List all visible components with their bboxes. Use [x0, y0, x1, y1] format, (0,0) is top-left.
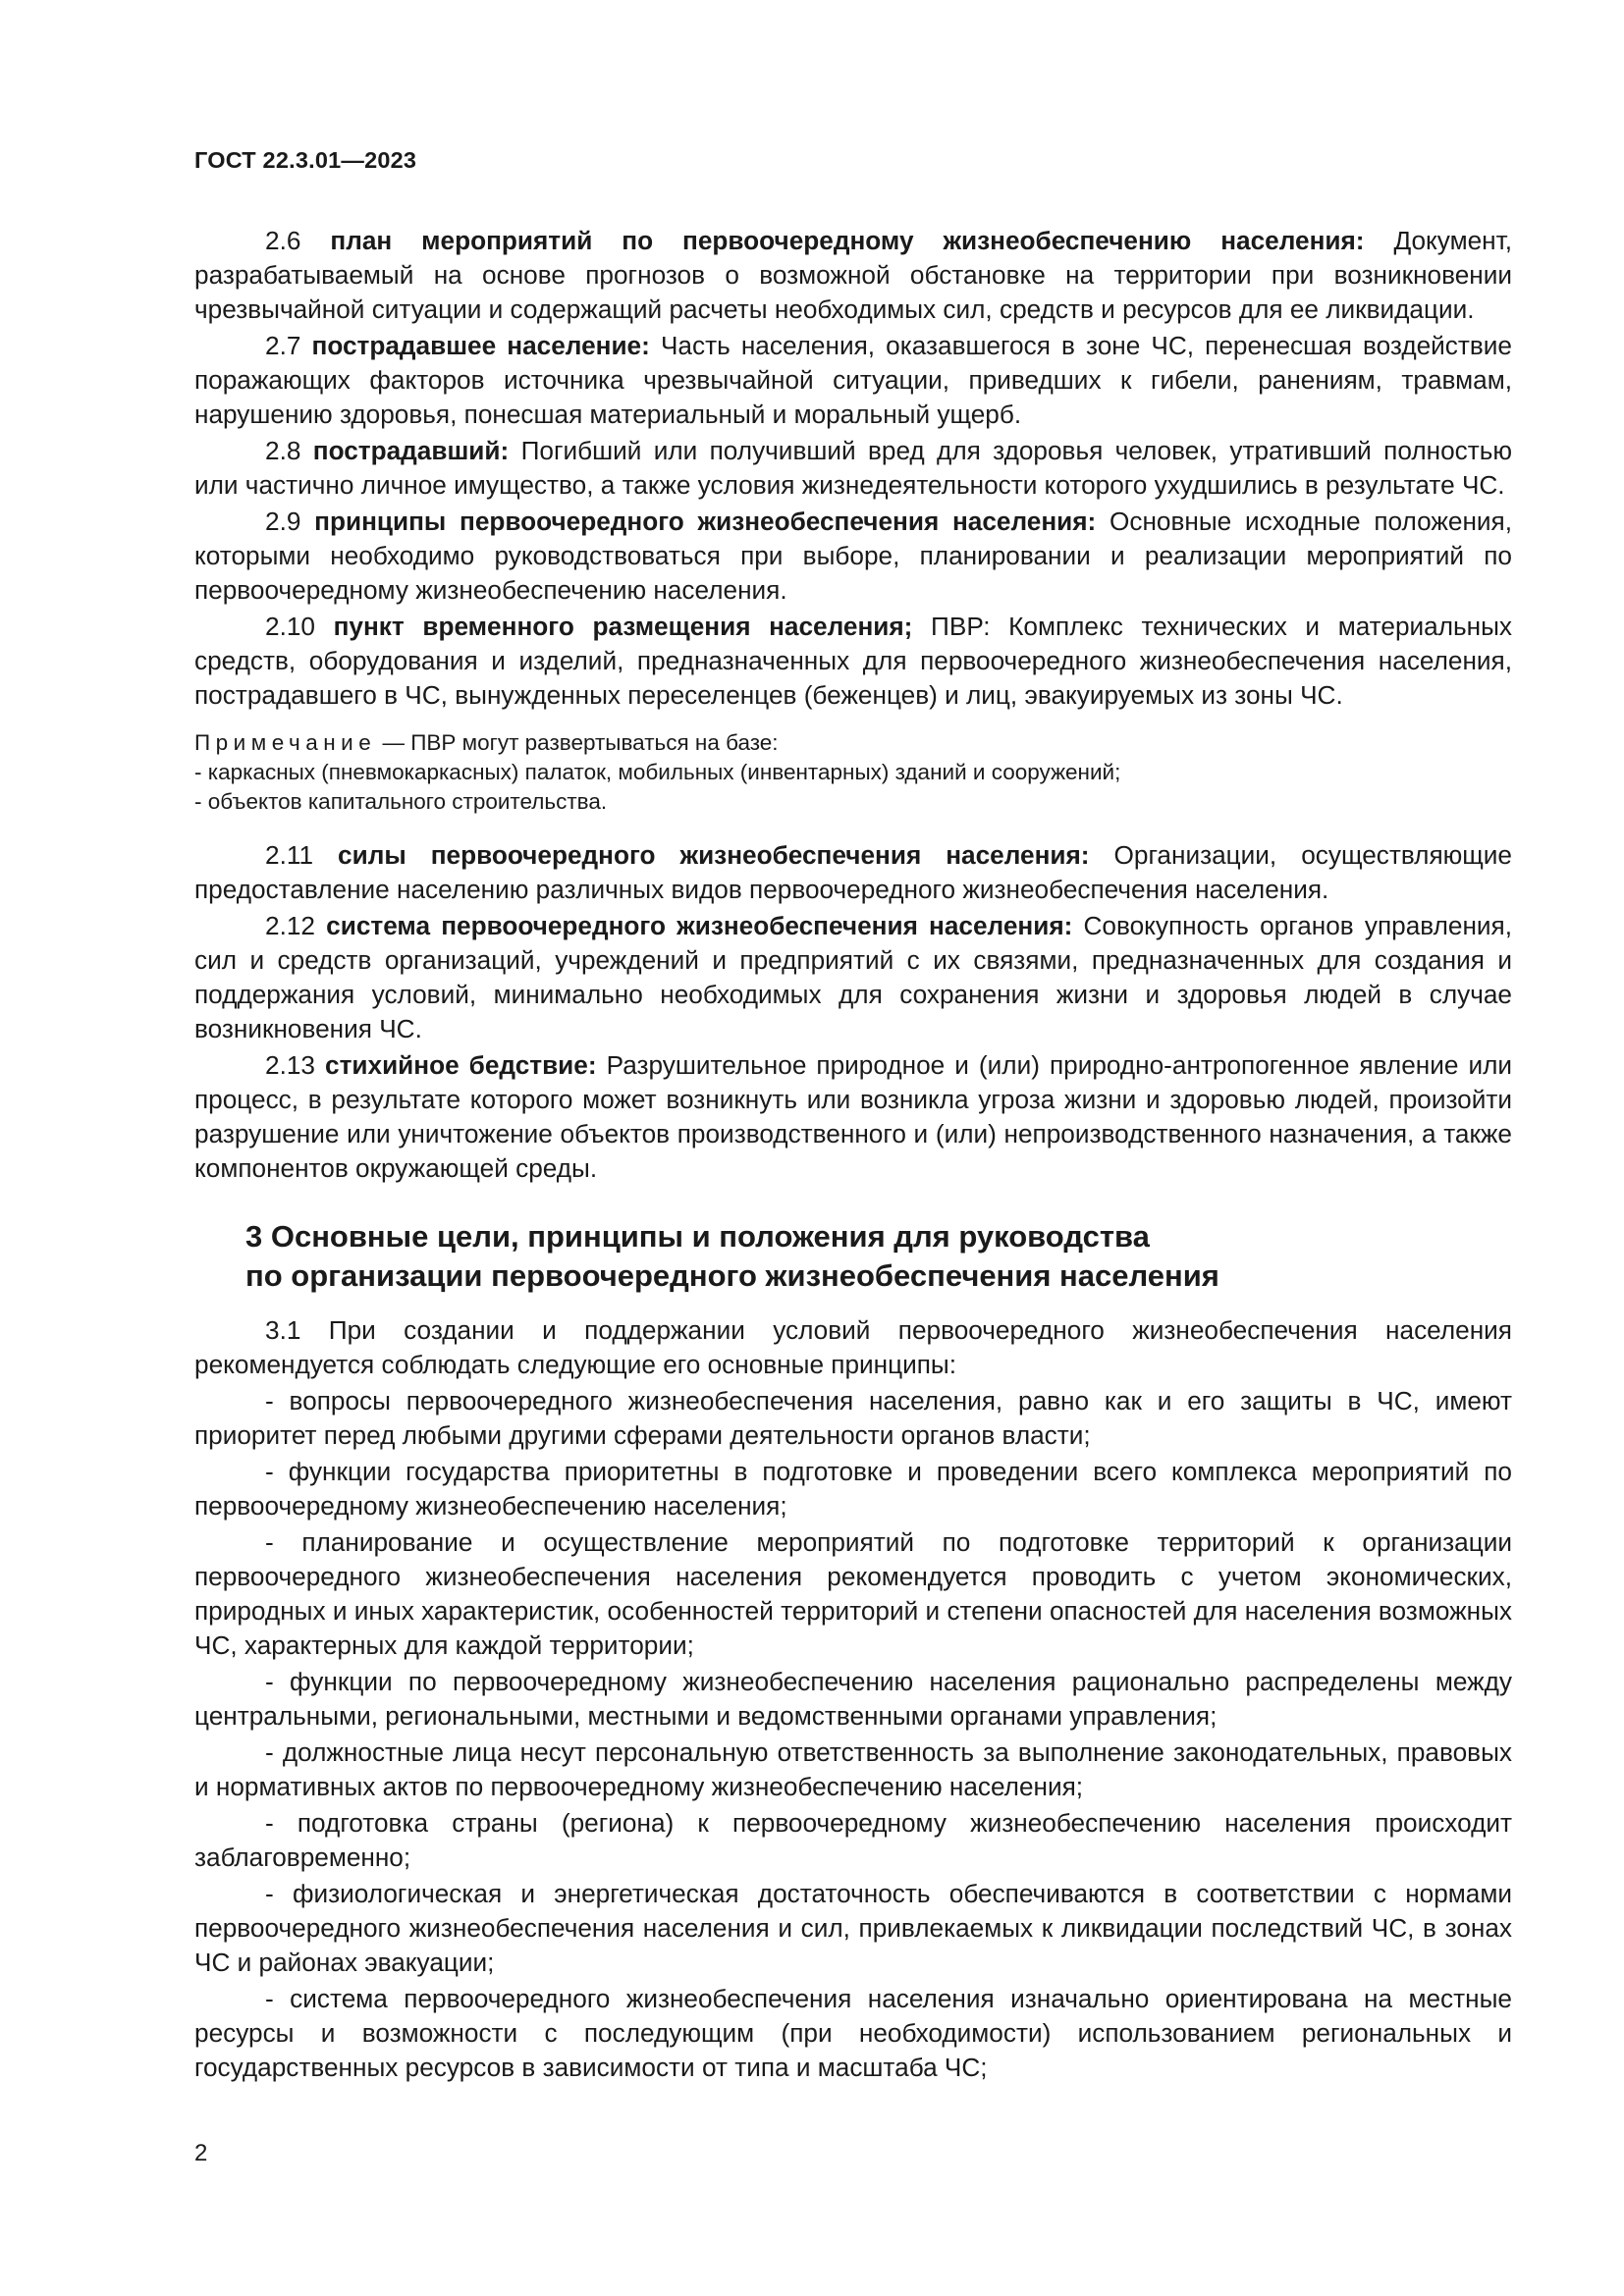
definition-number: 2.8 [265, 436, 301, 465]
section-title-line: по организации первоочередного жизнеобеспечения населения [245, 1258, 1219, 1293]
definition-number: 2.11 [265, 840, 314, 870]
note-heading [194, 728, 1512, 758]
note-text: — ПВР могут развертываться на базе: [376, 730, 779, 755]
definition-term: система первоочередного жизнеобеспечения населения: [326, 911, 1073, 940]
definition-term: план мероприятий по первоочередному жизнеобеспечению населения: [330, 226, 1365, 255]
definition-number: 2.12 [265, 911, 315, 940]
note-label: Примечание [194, 730, 377, 755]
definition-term: пункт временного размещения населения; [333, 612, 913, 641]
definition-text: ПВР: Комплекс технических и материальных средств, оборудования и изделий, предназначенных для первоочередного жизнеобеспечения населения, пострадавшего в ЧС, вынужденных переселенцев (беженцев) и лиц, эвакуируемых из зоны ЧС. [194, 612, 1513, 710]
document-header: ГОСТ 22.3.01—2023 [194, 147, 417, 173]
definition-2-11 [194, 838, 1512, 907]
definition-text: Совокупность органов управления, сил и средств организаций, учреждений и предприятий с их связями, предназначенных для создания и поддержания условий, минимально необходимых для сохранения жизни и здоровья людей в случае возникновения ЧС. [194, 911, 1513, 1043]
section-3-1-intro: 3.1 При создании и поддержании условий первоочередного жизнеобеспечения населения рекомендуется соблюдать следующие его основные принципы: [194, 1315, 1512, 1379]
definition-number: 2.13 [265, 1050, 315, 1080]
list-item: - физиологическая и энергетическая достаточность обеспечиваются в соответствии с нормами первоочередного жизнеобеспечения населения и сил, привлекаемых к ликвидации последствий ЧС, в зонах ЧС и районах эвакуации; [194, 1879, 1512, 1977]
definition-2-10 [194, 610, 1512, 713]
list-item: - вопросы первоочередного жизнеобеспечения населения, равно как и его защиты в ЧС, имеют приоритет перед любыми другими сферами деятельности органов власти; [194, 1386, 1512, 1450]
definition-term: силы первоочередного жизнеобеспечения населения: [338, 840, 1090, 870]
definition-2-7 [194, 329, 1512, 432]
list-item: - должностные лица несут персональную ответственность за выполнение законодательных, правовых и нормативных актов по первоочередному жизнеобеспечению населения; [194, 1737, 1512, 1801]
section-title-line: 3 Основные цели, принципы и положения для руководства [245, 1219, 1150, 1254]
definition-number: 2.7 [265, 331, 301, 360]
definition-term: стихийное бедствие: [325, 1050, 597, 1080]
definition-text: Погибший или получивший вред для здоровья человек, утративший полностью или частично личное имущество, а также условия жизнедеятельности которого ухудшились в результате ЧС. [194, 436, 1512, 500]
section-3-title [194, 1217, 1512, 1296]
definition-2-8 [194, 434, 1512, 503]
definition-text: Разрушительное природное и (или) природно-антропогенное явление или процесс, в результате которого может возникнуть или возникла угроза жизни и здоровью людей, произойти разрушение или уничтожение объектов производственного и (или) непроизводственного назначения, а также компонентов окружающей среды. [194, 1050, 1512, 1183]
document-body [194, 224, 1512, 2087]
definition-text: Часть населения, оказавшегося в зоне ЧС, перенесшая воздействие поражающих факторов источника чрезвычайной ситуации, приведших к гибели, ранениям, травмам, нарушению здоровья, понесшая материальный и моральный ущерб. [194, 331, 1512, 429]
list-item: - функции по первоочередному жизнеобеспечению населения рационально распределены между центральными, региональными, местными и ведомственными органами управления; [194, 1667, 1512, 1731]
definition-2-12 [194, 909, 1512, 1046]
definition-2-9 [194, 505, 1512, 608]
definition-number: 2.6 [265, 226, 301, 255]
definition-number: 2.9 [265, 507, 301, 536]
note-item: - каркасных (пневмокаркасных) палаток, мобильных (инвентарных) зданий и сооружений; [194, 760, 1121, 784]
definition-term: принципы первоочередного жизнеобеспечения населения: [314, 507, 1097, 536]
note-item: - объектов капитального строительства. [194, 789, 608, 814]
list-item: - планирование и осуществление мероприятий по подготовке территорий к организации первоочередного жизнеобеспечения населения рекомендуется проводить с учетом экономических, природных и иных характеристик, особенностей территорий и степени опасностей для населения возможных ЧС, характерных для каждой территории; [194, 1527, 1512, 1660]
list-item: - подготовка страны (региона) к первоочередному жизнеобеспечению населения происходит заблаговременно; [194, 1808, 1512, 1872]
definition-text: Основные исходные положения, которыми необходимо руководствоваться при выборе, планировании и реализации мероприятий по первоочередному жизнеобеспечению населения. [194, 507, 1513, 605]
definition-2-6 [194, 224, 1512, 327]
definition-term: пострадавшее население: [311, 331, 650, 360]
definition-term: пострадавший: [312, 436, 510, 465]
definition-2-13 [194, 1048, 1512, 1186]
definition-text: Организации, осуществляющие предоставление населению различных видов первоочередного жизнеобеспечения населения. [194, 840, 1512, 904]
note-block [194, 728, 1512, 817]
definition-number: 2.10 [265, 612, 315, 641]
definition-text: Документ, разрабатываемый на основе прогнозов о возможной обстановке на территории при возникновении чрезвычайной ситуации и содержащий расчеты необходимых сил, средств и ресурсов для ее ликвидации. [194, 226, 1512, 324]
list-item: - система первоочередного жизнеобеспечения населения изначально ориентирована на местные ресурсы и возможности с последующим (при необходимости) использованием региональных и государственных ресурсов в зависимости от типа и масштаба ЧС; [194, 1984, 1512, 2082]
page-number: 2 [194, 2140, 208, 2166]
list-item: - функции государства приоритетны в подготовке и проведении всего комплекса мероприятий по первоочередному жизнеобеспечению населения; [194, 1457, 1512, 1521]
